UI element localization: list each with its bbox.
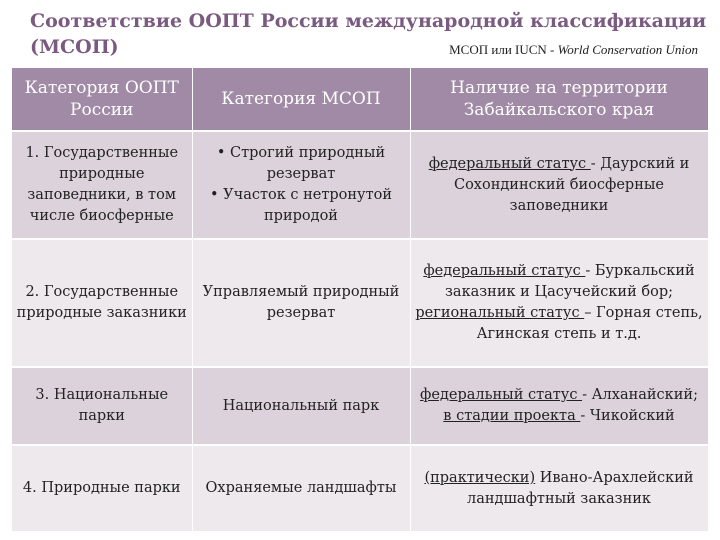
iucn-category-line: Управляемый природный резерват — [202, 284, 400, 321]
cell-iucn-category — [192, 367, 410, 445]
presence-text: – Горная степь, Агинская степь и т.д. — [476, 305, 703, 342]
table-header-row — [12, 68, 708, 131]
header-iucn-category: Категория МСОП — [192, 68, 410, 131]
slide-subtitle — [449, 42, 698, 58]
presence-text: - Буркальский заказник и Цасучейский бор; — [445, 263, 695, 300]
cell-russia-category: 2. Государственные природные заказники — [12, 239, 192, 367]
cell-iucn-category — [192, 445, 410, 531]
cell-russia-category: 3. Национальные парки — [12, 367, 192, 445]
cell-presence — [410, 131, 708, 239]
header-russia-category: Категория ООПТ России — [12, 68, 192, 131]
cell-presence — [410, 367, 708, 445]
table-row — [12, 367, 708, 445]
presence-text: - Чикойский — [580, 408, 675, 424]
subtitle-prefix: МСОП или IUCN - — [449, 42, 558, 57]
cell-presence — [410, 445, 708, 531]
status-label: федеральный статус — [423, 263, 586, 279]
status-label: в стадии проекта — [443, 408, 581, 424]
classification-table — [12, 68, 709, 531]
status-label: региональный статус — [415, 305, 585, 321]
cell-russia-category: 4. Природные парки — [12, 445, 192, 531]
status-label: федеральный статус — [420, 387, 583, 403]
cell-iucn-category — [192, 131, 410, 239]
table-row — [12, 131, 708, 239]
cell-iucn-category — [192, 239, 410, 367]
iucn-category-line: Охраняемые ландшафты — [205, 480, 397, 496]
table-row — [12, 239, 708, 367]
cell-russia-category: 1. Государственные природные заповедники, в том числе биосферные — [12, 131, 192, 239]
iucn-category-line: Национальный парк — [222, 397, 380, 414]
status-label: федеральный статус — [428, 155, 591, 172]
presence-text: Ивано-Арахлейский ландшафтный заказник — [467, 469, 694, 507]
status-label: (практически) — [424, 469, 536, 486]
presence-text: - Даурский и Сохондинский биосферные заповедники — [453, 155, 690, 214]
iucn-category-line: • Участок с нетронутой природой — [209, 187, 393, 224]
header-presence: Наличие на территории Забайкальского края — [410, 68, 708, 131]
iucn-category-line: • Строгий природный резерват — [216, 145, 386, 182]
subtitle-italic: World Conservation Union — [557, 42, 698, 57]
title-block — [0, 0, 720, 66]
table-row — [12, 445, 708, 531]
presence-text: - Алханайский; — [582, 387, 698, 403]
cell-presence — [410, 239, 708, 367]
slide-title: Соответствие ООПТ России международной классификации (МСОП) — [30, 10, 707, 58]
